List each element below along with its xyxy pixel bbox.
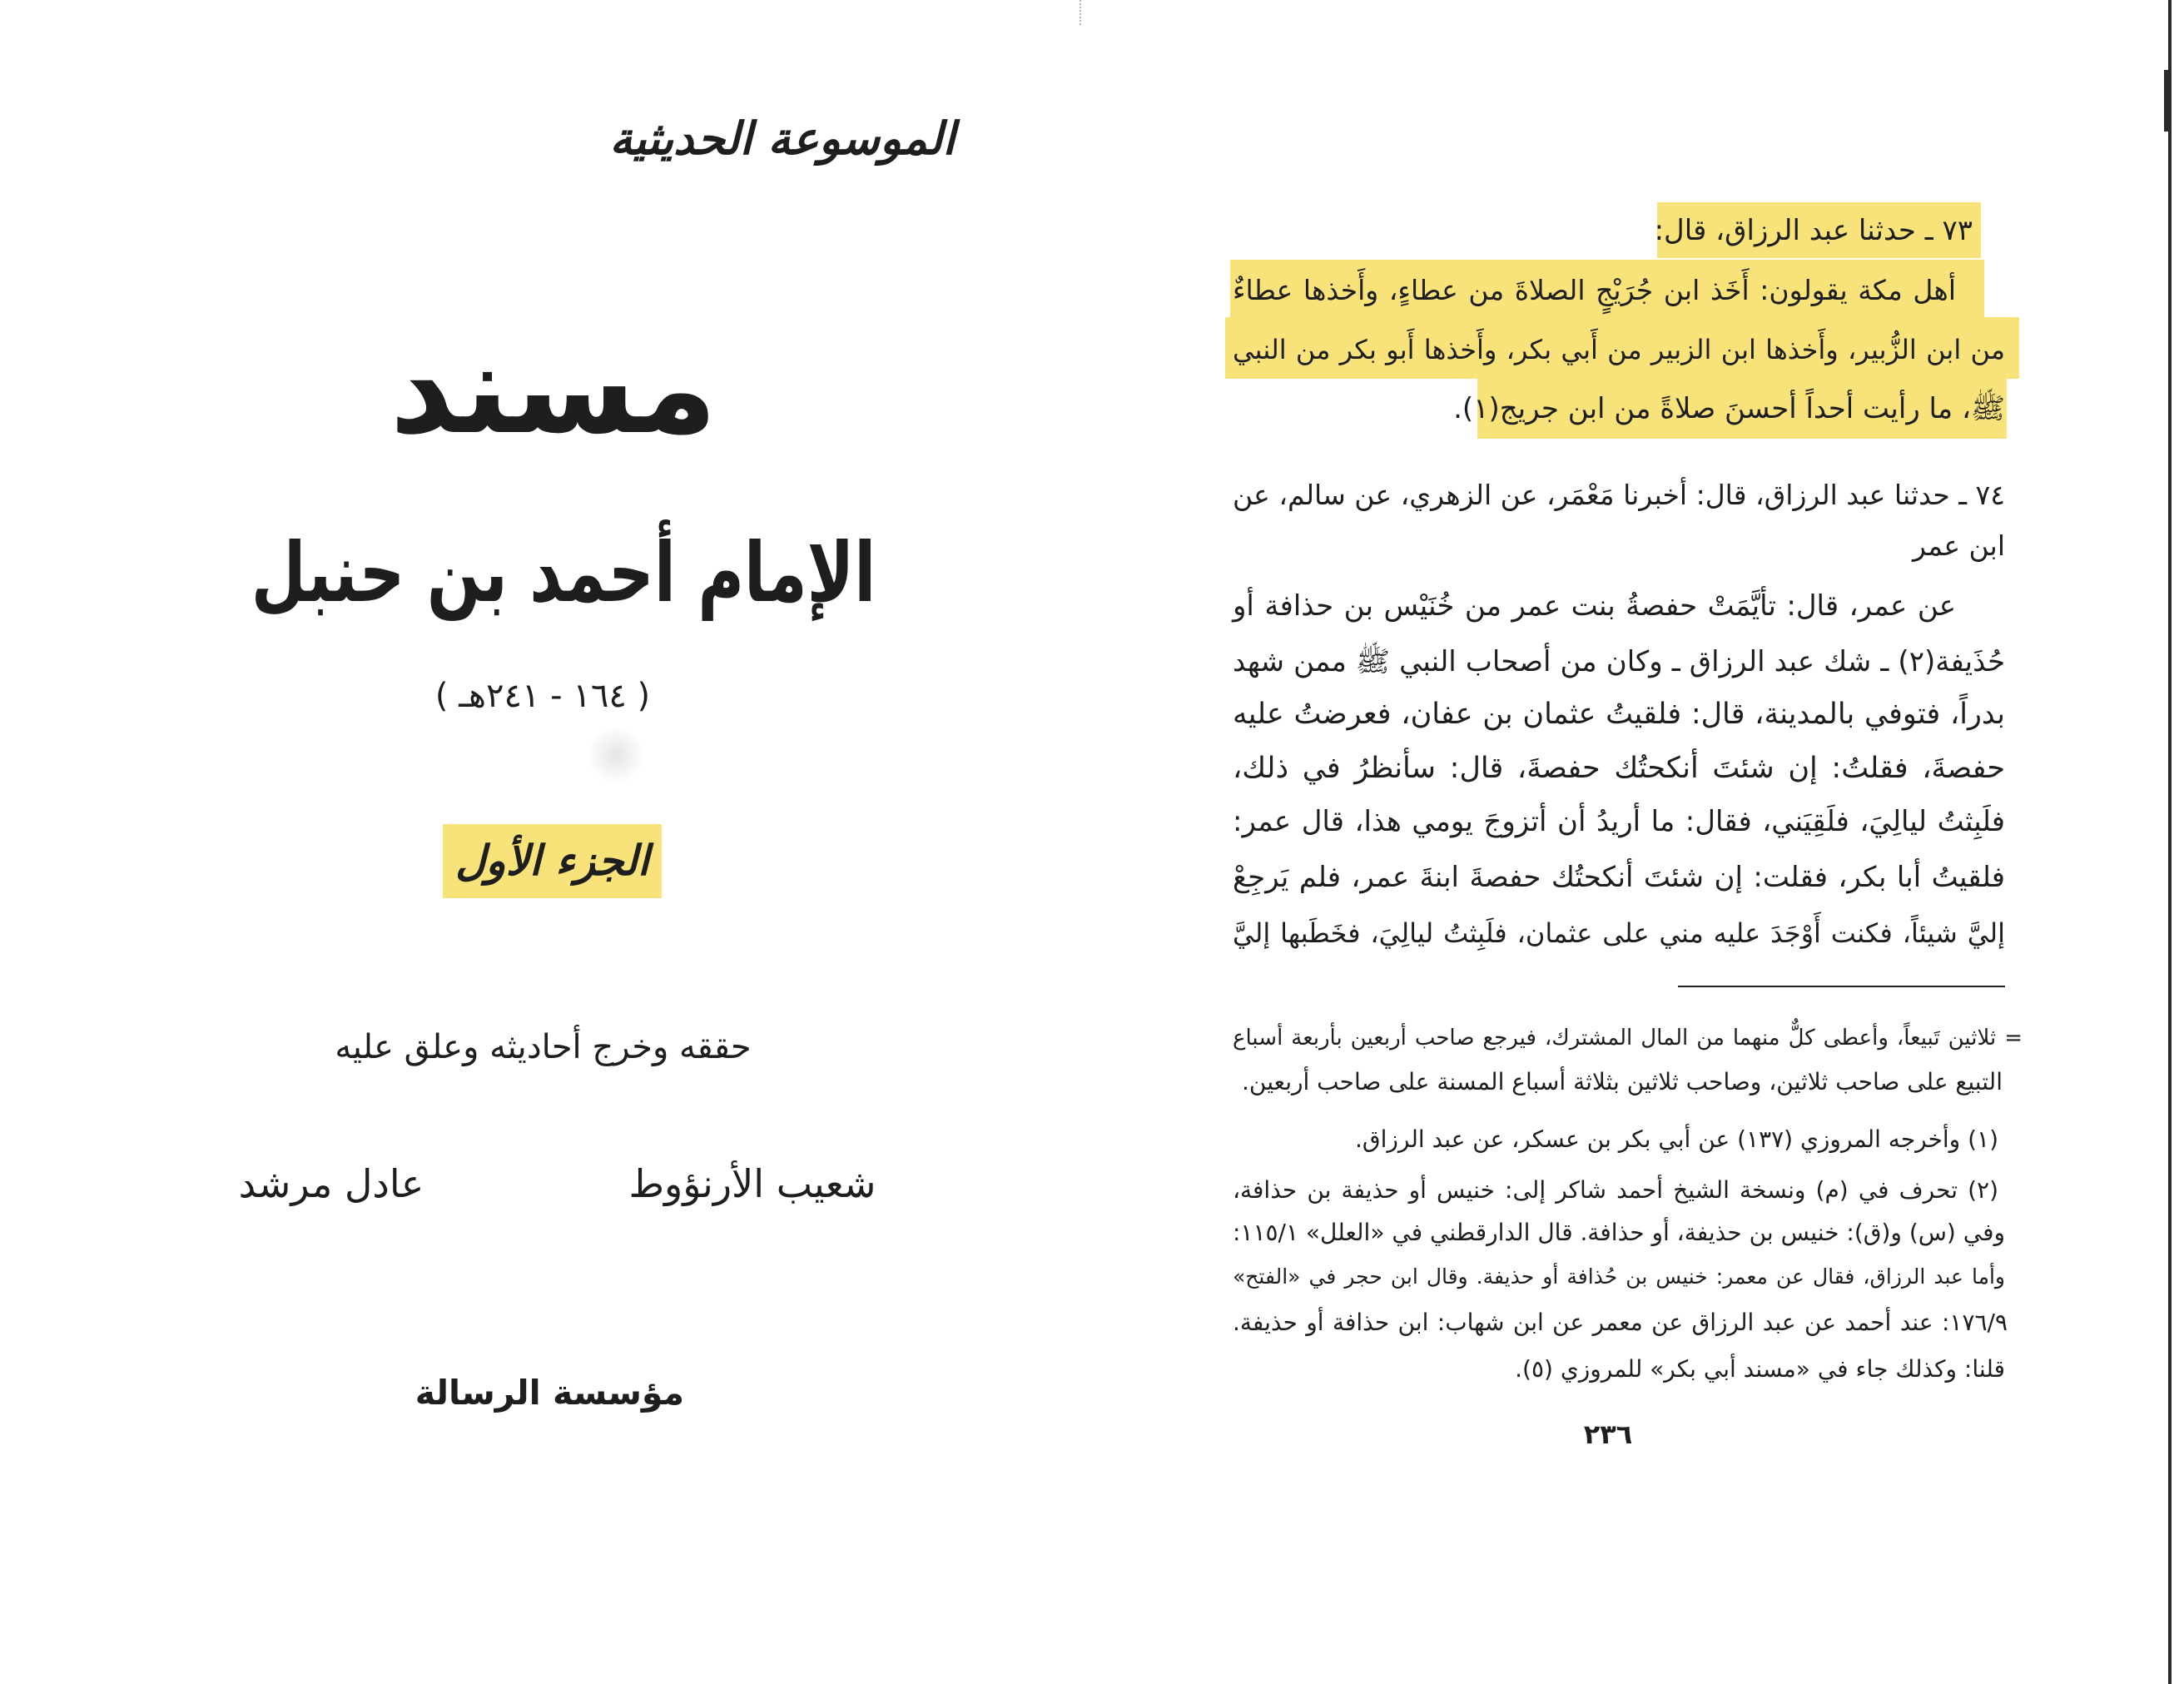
- author-dates: ( ١٦٤ - ٢٤١هـ ): [434, 677, 651, 715]
- hadith-73-line: ﷺ، ما رأيت أحداً أحسنَ صلاةً من ابن جريج(١).: [1453, 392, 2005, 425]
- scan-smudge: [587, 726, 645, 784]
- page-number: ٢٣٦: [1583, 1418, 1633, 1450]
- editor-2: عادل مرشد: [238, 1161, 424, 1206]
- scan-edge-line: [2168, 0, 2172, 1684]
- gutter-line: [1080, 0, 1081, 25]
- footnote-line: وفي (س) و(ق): خنيس بن حذيفة، أو حذافة. قال الدارقطني في «العلل» ١١٥/١:: [1232, 1219, 2005, 1246]
- footnote-line: (١) وأخرجه المروزي (١٣٧) عن أبي بكر بن عسكر، عن عبد الرزاق.: [1354, 1125, 1998, 1153]
- book-title-main: مسند: [390, 317, 717, 462]
- hadith-74-matn-line: عن عمر، قال: تأيَّمَتْ حفصةُ بنت عمر من خُنَيْس بن حذافة أو: [1233, 589, 1956, 623]
- hadith-74-matn-line: فلَبِثتُ ليالِيَ، فلَقِيَني، فقال: ما أريدُ أن أتزوجَ يومي هذا، قال عمر:: [1233, 805, 2005, 838]
- footnote-line: وأما عبد الرزاق، فقال عن معمر: خنيس بن حُذافة أو حذيفة. وقال ابن حجر في «الفتح»: [1233, 1264, 2005, 1289]
- hadith-73-line: من ابن الزُّبير، وأَخذها ابن الزبير من أَبي بكر، وأَخذها أَبو بكر من النبي: [1233, 334, 2005, 365]
- footnote-continuation-line: = ثلاثين تَبيعاً، وأعطى كلٌّ منهما من المال المشترك، فيرجع صاحب أربعين بأربعة أسباع: [1233, 1026, 2023, 1051]
- publisher: مؤسسة الرسالة: [414, 1373, 684, 1413]
- footnote-line: ١٧٦/٩: عند أحمد عن عبد الرزاق عن معمر عن ابن شهاب: ابن حذافة أو حذيفة.: [1233, 1309, 2008, 1336]
- footnote-line: (٢) تحرف في (م) ونسخة الشيخ أحمد شاكر إلى: خنيس أو حذيفة بن حذافة،: [1233, 1176, 1998, 1204]
- hadith-74-isnad-line: ٧٤ ـ حدثنا عبد الرزاق، قال: أخبرنا مَعْمَر، عن الزهري، عن سالم، عن: [1233, 479, 2005, 511]
- footnote-separator: [1678, 986, 2005, 987]
- editor-1: شعيب الأرنؤوط: [628, 1161, 876, 1206]
- hadith-74-matn-line: فلقيتُ أبا بكر، فقلت: إن شئتَ أنكحتُك حفصةَ ابنةَ عمر، فلم يَرجِعْ: [1233, 861, 2005, 894]
- book-title-author: الإمام أحمد بن حنبل: [251, 524, 876, 621]
- footnote-continuation-line: التبيع على صاحب ثلاثين، وصاحب ثلاثين بثلاثة أسباع المسنة على صاحب أربعين.: [1242, 1068, 2003, 1095]
- hadith-74-matn-line: إليَّ شيئاً، فكنت أَوْجَدَ عليه مني على عثمان، فلَبِثتُ ليالِيَ، فخَطَبها إليَّ: [1233, 917, 2005, 949]
- hadith-73-line: ٧٣ ـ حدثنا عبد الرزاق، قال:: [1654, 214, 1973, 247]
- hadith-74-matn-line: بدراً، فتوفي بالمدينة، قال: فلقيتُ عثمان بن عفان، فعرضتُ عليه: [1233, 698, 2005, 731]
- title-page: [0, 0, 1082, 1684]
- hadith-74-matn-line: حفصةَ، فقلتُ: إن شئتَ أنكحتُك حفصةَ، قال: سأنظرُ في ذلك،: [1233, 752, 2005, 785]
- series-title: الموسوعة الحديثية: [609, 112, 956, 165]
- footnote-line: قلنا: وكذلك جاء في «مسند أبي بكر» للمروزي (٥).: [1515, 1355, 2005, 1383]
- hadith-74-isnad-line: ابن عمر: [1913, 529, 2005, 562]
- hadith-74-matn-line: حُذَيفة(٢) ـ شك عبد الرزاق ـ وكان من أصحاب النبي ﷺ ممن شهد: [1233, 645, 2005, 678]
- text-page: [1082, 0, 2184, 1684]
- hadith-73-line: أهل مكة يقولون: أَخَذ ابن جُرَيْجٍ الصلاةَ من عطاءٍ، وأَخذها عطاءٌ: [1233, 274, 1956, 306]
- scan-edge-mark: [2164, 70, 2171, 132]
- volume-label: الجزء الأول: [455, 837, 649, 885]
- editors-caption: حققه وخرج أحاديثه وعلق عليه: [335, 1028, 752, 1066]
